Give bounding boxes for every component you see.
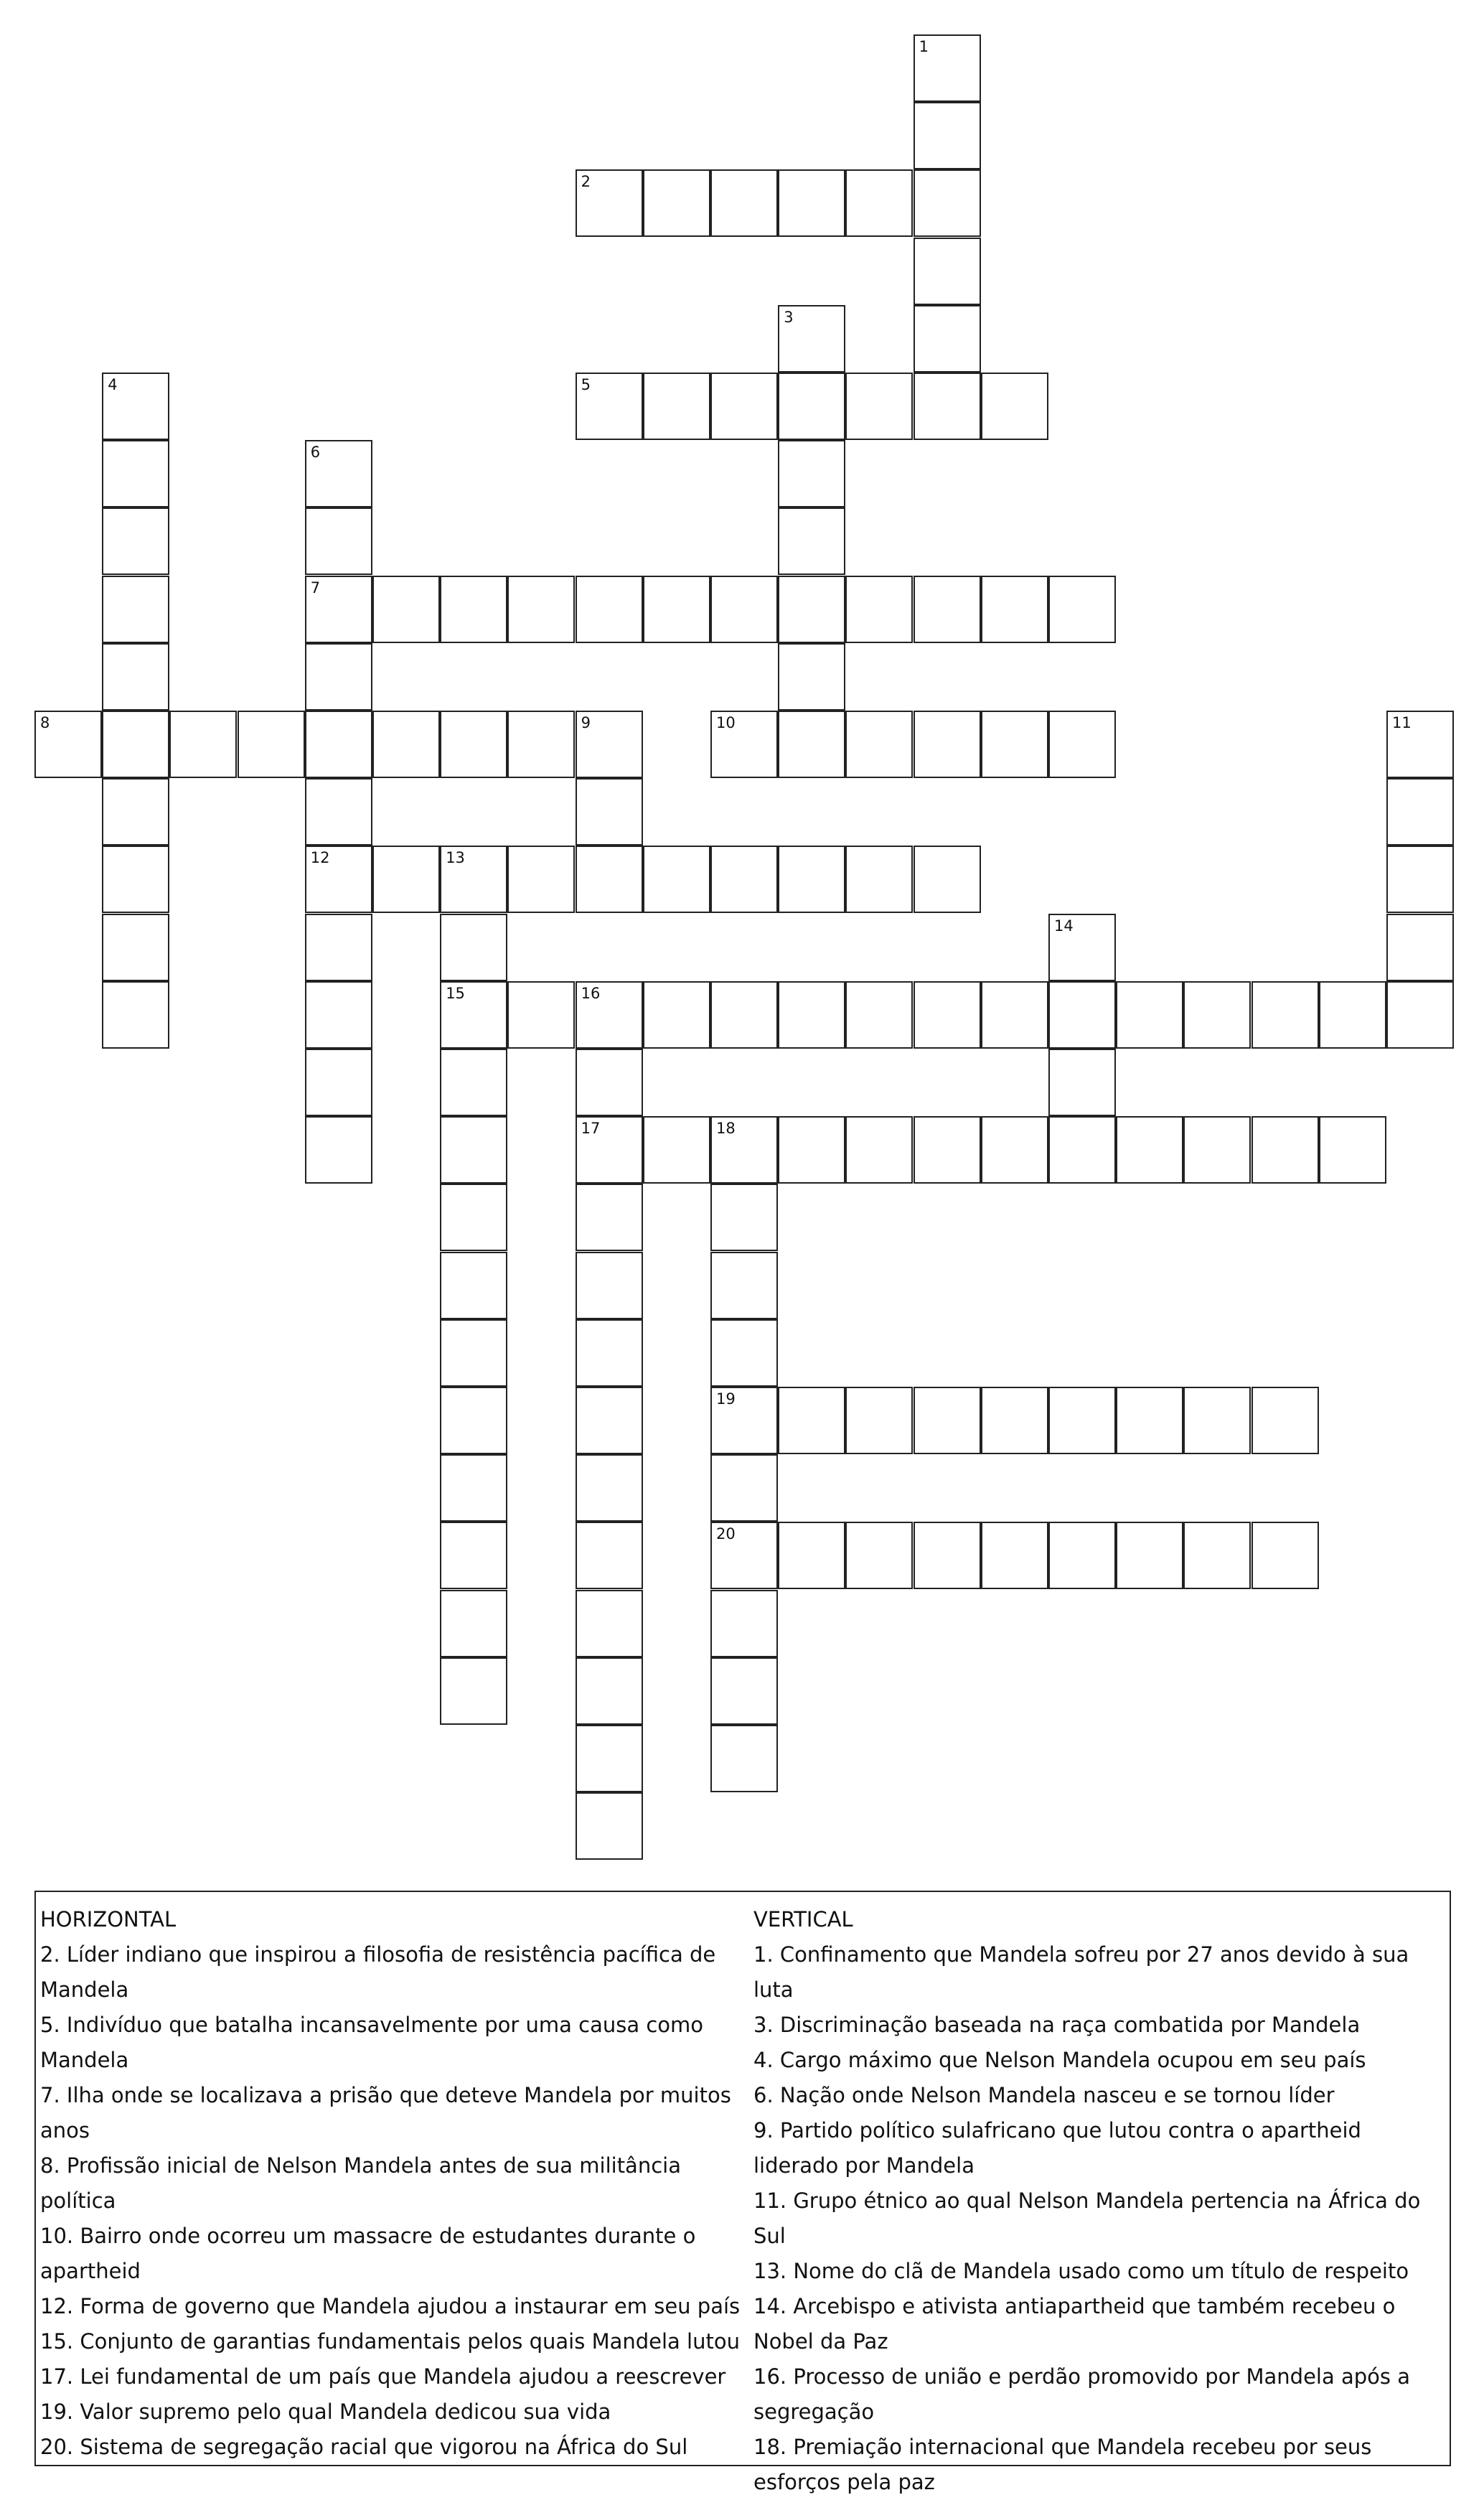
grid-cell[interactable] [643,981,710,1049]
clue-horizontal-10: 10. Bairro onde ocorreu um massacre de estudantes durante o apartheid [40,2224,696,2283]
grid-cell[interactable] [778,507,845,575]
grid-cell[interactable] [440,1454,507,1522]
grid-cell[interactable] [102,440,169,507]
clue-number: 10 [716,714,736,731]
grid-cell[interactable] [914,1116,981,1184]
grid-cell[interactable] [1251,1116,1319,1184]
grid-cell[interactable] [710,981,778,1049]
grid-cell[interactable] [914,305,981,373]
grid-cell[interactable] [845,981,913,1049]
clue-number: 14 [1054,917,1074,935]
grid-cell[interactable] [576,1657,643,1725]
grid-cell[interactable] [914,34,981,102]
grid-cell[interactable] [914,238,981,305]
grid-cell[interactable] [643,576,710,643]
vertical-clue-list [753,1937,1442,2500]
grid-cell[interactable] [778,711,845,778]
grid-cell[interactable] [440,1116,507,1184]
grid-cell[interactable] [1048,576,1116,643]
grid-cell[interactable] [981,1387,1048,1454]
grid-cell[interactable] [1386,778,1454,846]
grid-cell[interactable] [102,778,169,846]
clue-number: 7 [310,579,321,596]
grid-cell[interactable] [643,1116,710,1184]
grid-cell[interactable] [34,711,102,778]
grid-cell[interactable] [845,576,913,643]
clue-number: 4 [108,376,118,393]
grid-cell[interactable] [102,846,169,913]
grid-cell[interactable] [507,846,575,913]
clue-vertical-18: 18. Premiação internacional que Mandela recebeu por seus esforços pela paz [753,2435,1372,2494]
grid-cell[interactable] [305,576,372,643]
grid-cell[interactable] [576,1116,643,1184]
grid-cell[interactable] [238,711,305,778]
grid-cell[interactable] [440,1319,507,1387]
grid-cell[interactable] [710,1184,778,1251]
clue-number: 1 [919,38,929,55]
grid-cell[interactable] [440,576,507,643]
grid-cell[interactable] [710,1522,778,1589]
clue-vertical-9: 9. Partido político sulafricano que lutou contra o apartheid liderado por Mandela [753,2118,1361,2178]
grid-cell[interactable] [576,1522,643,1589]
grid-cell[interactable] [305,914,372,981]
grid-cell[interactable] [914,711,981,778]
grid-cell[interactable] [372,846,440,913]
grid-cell[interactable] [778,1116,845,1184]
grid-cell[interactable] [710,1725,778,1792]
grid-cell[interactable] [1319,1116,1386,1184]
grid-cell[interactable] [778,373,845,440]
clues-box [34,1891,1451,2494]
grid-cell[interactable] [710,169,778,237]
grid-cell[interactable] [710,373,778,440]
grid-cell[interactable] [914,373,981,440]
grid-cell[interactable] [643,169,710,237]
grid-cell[interactable] [1386,711,1454,778]
grid-cell[interactable] [1048,1387,1116,1454]
grid-cell[interactable] [102,507,169,575]
grid-cell[interactable] [102,711,169,778]
grid-cell[interactable] [845,1116,913,1184]
grid-cell[interactable] [778,576,845,643]
grid-cell[interactable] [778,846,845,913]
grid-cell[interactable] [102,373,169,440]
clue-horizontal-20: 20. Sistema de segregação racial que vigorou na África do Sul [40,2435,688,2459]
grid-cell[interactable] [1183,981,1251,1049]
grid-cell[interactable] [710,1590,778,1657]
grid-cell[interactable] [169,711,237,778]
grid-cell[interactable] [305,981,372,1049]
grid-cell[interactable] [440,846,507,913]
grid-cell[interactable] [305,507,372,575]
grid-cell[interactable] [1116,1116,1183,1184]
clue-horizontal-17: 17. Lei fundamental de um país que Mandela ajudou a reescrever [40,2364,726,2389]
grid-cell[interactable] [440,1252,507,1319]
grid-cell[interactable] [914,1522,981,1589]
grid-cell[interactable] [1048,981,1116,1049]
grid-cell[interactable] [710,1657,778,1725]
clue-horizontal-19: 19. Valor supremo pelo qual Mandela dedicou sua vida [40,2400,611,2424]
grid-cell[interactable] [1183,1116,1251,1184]
grid-cell[interactable] [981,373,1048,440]
clue-horizontal-12: 12. Forma de governo que Mandela ajudou a instaurar em seu país [40,2294,741,2318]
grid-cell[interactable] [576,1725,643,1792]
clue-number: 6 [310,444,321,462]
grid-cell[interactable] [845,711,913,778]
grid-cell[interactable] [305,778,372,846]
grid-cell[interactable] [305,711,372,778]
horizontal-clues-title: HORIZONTAL [40,1907,177,1932]
clue-horizontal-8: 8. Profissão inicial de Nelson Mandela antes de sua militância política [40,2153,681,2213]
grid-cell[interactable] [1386,914,1454,981]
clue-number: 5 [581,376,591,393]
clue-number: 20 [716,1525,736,1543]
grid-cell[interactable] [102,643,169,711]
grid-cell[interactable] [845,169,913,237]
grid-cell[interactable] [1048,1522,1116,1589]
grid-cell[interactable] [305,846,372,913]
grid-cell[interactable] [440,1049,507,1116]
grid-cell[interactable] [1116,1387,1183,1454]
grid-cell[interactable] [710,711,778,778]
clue-number: 12 [310,849,330,867]
grid-cell[interactable] [778,305,845,373]
clue-number: 3 [784,308,794,326]
grid-cell[interactable] [440,711,507,778]
grid-cell[interactable] [576,1454,643,1522]
grid-cell[interactable] [576,1252,643,1319]
clue-vertical-11: 11. Grupo étnico ao qual Nelson Mandela pertencia na África do Sul [753,2188,1421,2248]
grid-cell[interactable] [102,914,169,981]
grid-cell[interactable] [1116,1522,1183,1589]
grid-cell[interactable] [778,981,845,1049]
grid-cell[interactable] [576,1184,643,1251]
grid-cell[interactable] [710,1116,778,1184]
grid-cell[interactable] [1251,1387,1319,1454]
grid-cell[interactable] [576,373,643,440]
grid-cell[interactable] [710,1387,778,1454]
grid-cell[interactable] [981,711,1048,778]
clue-number: 11 [1392,714,1412,731]
grid-cell[interactable] [710,576,778,643]
horizontal-clues-column [40,1902,751,2465]
grid-cell[interactable] [440,914,507,981]
grid-cell[interactable] [1251,1522,1319,1589]
grid-cell[interactable] [576,1387,643,1454]
grid-cell[interactable] [576,711,643,778]
grid-cell[interactable] [1319,981,1386,1049]
grid-cell[interactable] [305,1116,372,1184]
grid-cell[interactable] [914,169,981,237]
grid-cell[interactable] [440,1657,507,1725]
grid-cell[interactable] [372,711,440,778]
grid-cell[interactable] [643,846,710,913]
grid-cell[interactable] [914,846,981,913]
grid-cell[interactable] [778,643,845,711]
horizontal-clue-list [40,1937,751,2465]
grid-cell[interactable] [845,1387,913,1454]
grid-cell[interactable] [1048,1116,1116,1184]
grid-cell[interactable] [845,846,913,913]
grid-cell[interactable] [576,1590,643,1657]
clue-vertical-6: 6. Nação onde Nelson Mandela nasceu e se tornou líder [753,2083,1335,2107]
grid-cell[interactable] [576,981,643,1049]
grid-cell[interactable] [1048,914,1116,981]
grid-cell[interactable] [305,1049,372,1116]
grid-cell[interactable] [440,981,507,1049]
grid-cell[interactable] [1183,1387,1251,1454]
grid-cell[interactable] [981,1522,1048,1589]
grid-cell[interactable] [1386,981,1454,1049]
grid-cell[interactable] [710,1454,778,1522]
clue-number: 16 [581,984,601,1002]
grid-cell[interactable] [576,846,643,913]
grid-cell[interactable] [440,1522,507,1589]
vertical-clues-column [753,1902,1442,2500]
grid-cell[interactable] [507,981,575,1049]
grid-cell[interactable] [981,981,1048,1049]
grid-cell[interactable] [305,643,372,711]
clue-vertical-1: 1. Confinamento que Mandela sofreu por 27 anos devido à sua luta [753,1942,1409,2002]
clue-number: 18 [716,1120,736,1138]
clue-vertical-4: 4. Cargo máximo que Nelson Mandela ocupou em seu país [753,2048,1366,2072]
grid-cell[interactable] [778,169,845,237]
grid-cell[interactable] [507,711,575,778]
grid-cell[interactable] [643,373,710,440]
grid-cell[interactable] [710,1252,778,1319]
grid-cell[interactable] [845,373,913,440]
grid-cell[interactable] [710,846,778,913]
grid-cell[interactable] [1048,1049,1116,1116]
grid-cell[interactable] [507,576,575,643]
grid-cell[interactable] [981,1116,1048,1184]
grid-cell[interactable] [914,981,981,1049]
grid-cell[interactable] [305,440,372,507]
grid-cell[interactable] [778,1522,845,1589]
grid-cell[interactable] [778,440,845,507]
grid-cell[interactable] [710,1319,778,1387]
grid-cell[interactable] [440,1387,507,1454]
clue-number: 15 [446,984,465,1002]
clue-number: 13 [446,849,465,867]
clue-number: 19 [716,1390,736,1408]
grid-cell[interactable] [576,1049,643,1116]
grid-cell[interactable] [576,1792,643,1860]
grid-cell[interactable] [981,576,1048,643]
grid-cell[interactable] [914,1387,981,1454]
clue-vertical-14: 14. Arcebispo e ativista antiapartheid que também recebeu o Nobel da Paz [753,2294,1396,2354]
grid-cell[interactable] [102,981,169,1049]
clue-horizontal-2: 2. Líder indiano que inspirou a filosofia de resistência pacífica de Mandela [40,1942,716,2002]
clue-horizontal-7: 7. Ilha onde se localizava a prisão que deteve Mandela por muitos anos [40,2083,731,2143]
grid-cell[interactable] [1251,981,1319,1049]
grid-cell[interactable] [1183,1522,1251,1589]
grid-cell[interactable] [914,102,981,169]
vertical-clues-title: VERTICAL [753,1907,853,1932]
grid-cell[interactable] [1386,846,1454,913]
clue-vertical-16: 16. Processo de união e perdão promovido por Mandela após a segregação [753,2364,1410,2424]
grid-cell[interactable] [576,1319,643,1387]
clue-vertical-3: 3. Discriminação baseada na raça combatida por Mandela [753,2013,1361,2037]
clue-number: 2 [581,173,591,191]
grid-cell[interactable] [440,1184,507,1251]
clue-vertical-13: 13. Nome do clã de Mandela usado como um título de respeito [753,2259,1409,2283]
clue-horizontal-5: 5. Indivíduo que batalha incansavelmente por uma causa como Mandela [40,2013,704,2072]
grid-cell[interactable] [1116,981,1183,1049]
grid-cell[interactable] [440,1590,507,1657]
clue-number: 17 [581,1120,601,1138]
clue-number: 9 [581,714,591,731]
grid-cell[interactable] [1048,711,1116,778]
grid-cell[interactable] [576,778,643,846]
grid-cell[interactable] [102,576,169,643]
grid-cell[interactable] [845,1522,913,1589]
grid-cell[interactable] [914,576,981,643]
clue-number: 8 [40,714,50,731]
grid-cell[interactable] [576,576,643,643]
grid-cell[interactable] [372,576,440,643]
clue-horizontal-15: 15. Conjunto de garantias fundamentais pelos quais Mandela lutou [40,2329,740,2354]
grid-cell[interactable] [778,1387,845,1454]
grid-cell[interactable] [576,169,643,237]
